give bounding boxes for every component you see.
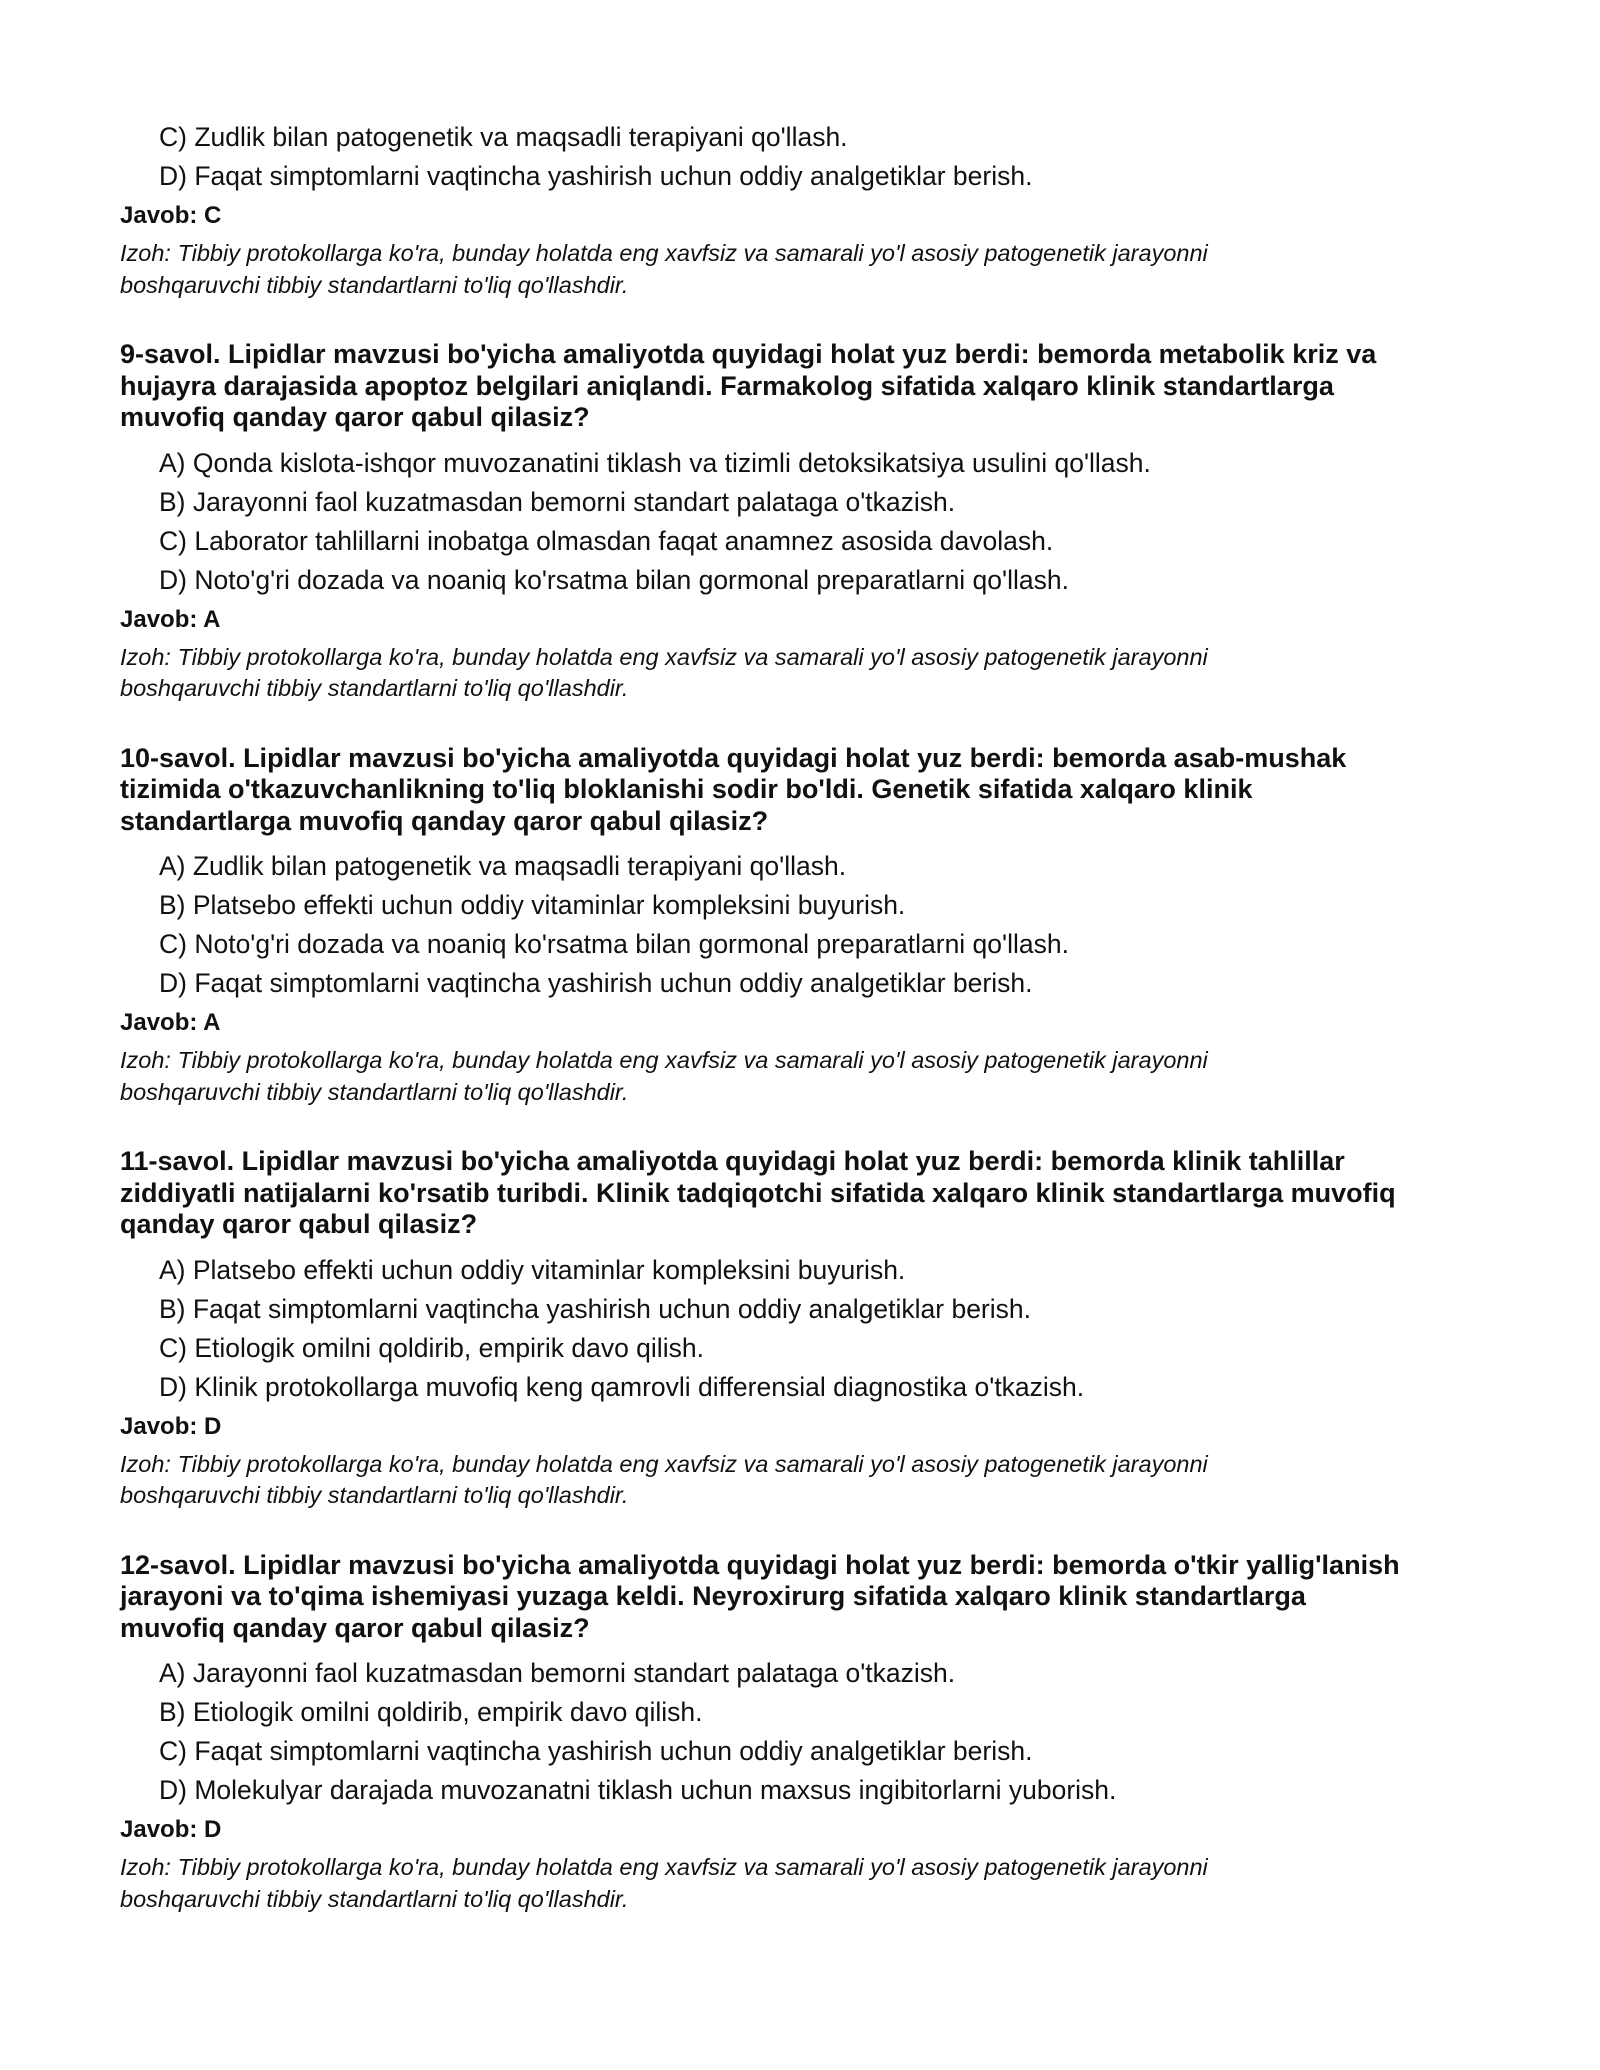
answer-option-b: B) Etiologik omilni qoldirib, empirik davo qilish.	[159, 1697, 703, 1727]
answer-option-b: B) Platsebo effekti uchun oddiy vitaminlar kompleksini buyurish.	[159, 890, 906, 920]
document-page	[120, 118, 1500, 1915]
explanation-line: Izoh: Tibbiy protokollarga ko'ra, bunday holatda eng xavfsiz va samarali yo'l asosiy patogenetik jarayonni	[120, 1854, 1208, 1880]
explanation-line: boshqaruvchi tibbiy standartlarni to'liq qo'llashdir.	[120, 1885, 629, 1912]
explanation-line: boshqaruvchi tibbiy standartlarni to'liq qo'llashdir.	[120, 1482, 629, 1508]
answer-option-a: A) Platsebo effekti uchun oddiy vitaminlar kompleksini buyurish.	[159, 1254, 906, 1285]
question-line: 11-savol. Lipidlar mavzusi bo'yicha amaliyotda quyidagi holat yuz berdi: bemorda klinik tahlillar	[120, 1146, 1345, 1176]
answer-option-c: C) Faqat simptomlarni vaqtincha yashirish uchun oddiy analgetiklar berish.	[159, 1736, 1033, 1766]
question-text	[120, 1550, 1500, 1645]
answer-option-d: D) Noto'g'ri dozada va noaniq ko'rsatma bilan gormonal preparatlarni qo'llash.	[159, 564, 1069, 595]
question-line: ziddiyatli natijalarni ko'rsatib turibdi. Klinik tadqiqotchi sifatida xalqaro klinik standartlarga muvofiq	[120, 1177, 1396, 1208]
explanation-note	[120, 1449, 1500, 1512]
correct-answer: Javob: C	[120, 202, 222, 229]
question-9	[120, 339, 1500, 705]
answer-option-b: B) Jarayonni faol kuzatmasdan bemorni standart palataga o'tkazish.	[159, 486, 956, 517]
answer-option: C) Zudlik bilan patogenetik va maqsadli terapiyani qo'llash.	[159, 122, 848, 152]
explanation-note	[120, 1045, 1500, 1108]
question-line: 9-savol. Lipidlar mavzusi bo'yicha amaliyotda quyidagi holat yuz berdi: bemorda metabolik kriz va	[120, 339, 1377, 369]
answer-option-a: A) Qonda kislota-ishqor muvozanatini tiklash va tizimli detoksikatsiya usulini qo'llash.	[159, 447, 1151, 478]
question-line: jarayoni va to'qima ishemiyasi yuzaga keldi. Neyroxirurg sifatida xalqaro klinik standartlarga	[120, 1581, 1306, 1611]
explanation-line: Izoh: Tibbiy protokollarga ko'ra, bunday holatda eng xavfsiz va samarali yo'l asosiy patogenetik jarayonni	[120, 240, 1208, 266]
explanation-note	[120, 1852, 1500, 1915]
explanation-line: boshqaruvchi tibbiy standartlarni to'liq qo'llashdir.	[120, 271, 629, 298]
question-11	[120, 1146, 1500, 1512]
question-line: 12-savol. Lipidlar mavzusi bo'yicha amaliyotda quyidagi holat yuz berdi: bemorda o'tkir yallig'lanish	[120, 1549, 1400, 1580]
answer-option-c: C) Noto'g'ri dozada va noaniq ko'rsatma bilan gormonal preparatlarni qo'llash.	[159, 929, 1069, 959]
question-text	[120, 339, 1500, 434]
explanation-line: boshqaruvchi tibbiy standartlarni to'liq qo'llashdir.	[120, 1078, 629, 1105]
question-line: qanday qaror qabul qilasiz?	[120, 1209, 478, 1239]
answer-option-c: C) Laborator tahlillarni inobatga olmasdan faqat anamnez asosida davolash.	[159, 525, 1054, 556]
correct-answer: Javob: D	[120, 1412, 222, 1440]
question-10	[120, 743, 1500, 1109]
question-8-continuation	[120, 118, 1500, 301]
question-line: muvofiq qanday qaror qabul qilasiz?	[120, 402, 590, 432]
answer-option-d: D) Faqat simptomlarni vaqtincha yashirish uchun oddiy analgetiklar berish.	[159, 968, 1033, 998]
explanation-line: Izoh: Tibbiy protokollarga ko'ra, bunday holatda eng xavfsiz va samarali yo'l asosiy patogenetik jarayonni	[120, 643, 1208, 670]
question-line: standartlarga muvofiq qanday qaror qabul qilasiz?	[120, 805, 769, 836]
answer-option-a: A) Jarayonni faol kuzatmasdan bemorni standart palataga o'tkazish.	[159, 1658, 956, 1688]
question-line: muvofiq qanday qaror qabul qilasiz?	[120, 1612, 590, 1643]
answer-option: D) Faqat simptomlarni vaqtincha yashirish uchun oddiy analgetiklar berish.	[159, 161, 1033, 191]
question-line: hujayra darajasida apoptoz belgilari aniqlandi. Farmakolog sifatida xalqaro klinik standartlarga	[120, 370, 1334, 401]
explanation-note	[120, 238, 1500, 301]
explanation-line: boshqaruvchi tibbiy standartlarni to'liq qo'llashdir.	[120, 675, 629, 701]
explanation-line: Izoh: Tibbiy protokollarga ko'ra, bunday holatda eng xavfsiz va samarali yo'l asosiy patogenetik jarayonni	[120, 1450, 1208, 1477]
question-line: 10-savol. Lipidlar mavzusi bo'yicha amaliyotda quyidagi holat yuz berdi: bemorda asab-mushak	[120, 742, 1347, 773]
explanation-note	[120, 642, 1500, 705]
answer-option-d: D) Molekulyar darajada muvozanatni tiklash uchun maxsus ingibitorlarni yuborish.	[159, 1775, 1117, 1805]
question-line: tizimida o'tkazuvchanlikning to'liq bloklanishi sodir bo'ldi. Genetik sifatida xalqaro klinik	[120, 774, 1253, 804]
question-text	[120, 1146, 1500, 1241]
answer-option-c: C) Etiologik omilni qoldirib, empirik davo qilish.	[159, 1332, 704, 1363]
answer-option-d: D) Klinik protokollarga muvofiq keng qamrovli differensial diagnostika o'tkazish.	[159, 1371, 1085, 1402]
answer-option-b: B) Faqat simptomlarni vaqtincha yashirish uchun oddiy analgetiklar berish.	[159, 1293, 1031, 1324]
correct-answer: Javob: A	[120, 605, 221, 633]
correct-answer: Javob: A	[120, 1009, 221, 1036]
question-12	[120, 1550, 1500, 1916]
correct-answer: Javob: D	[120, 1816, 222, 1843]
question-text	[120, 743, 1500, 838]
answer-option-a: A) Zudlik bilan patogenetik va maqsadli terapiyani qo'llash.	[159, 851, 847, 881]
explanation-line: Izoh: Tibbiy protokollarga ko'ra, bunday holatda eng xavfsiz va samarali yo'l asosiy patogenetik jarayonni	[120, 1047, 1208, 1073]
